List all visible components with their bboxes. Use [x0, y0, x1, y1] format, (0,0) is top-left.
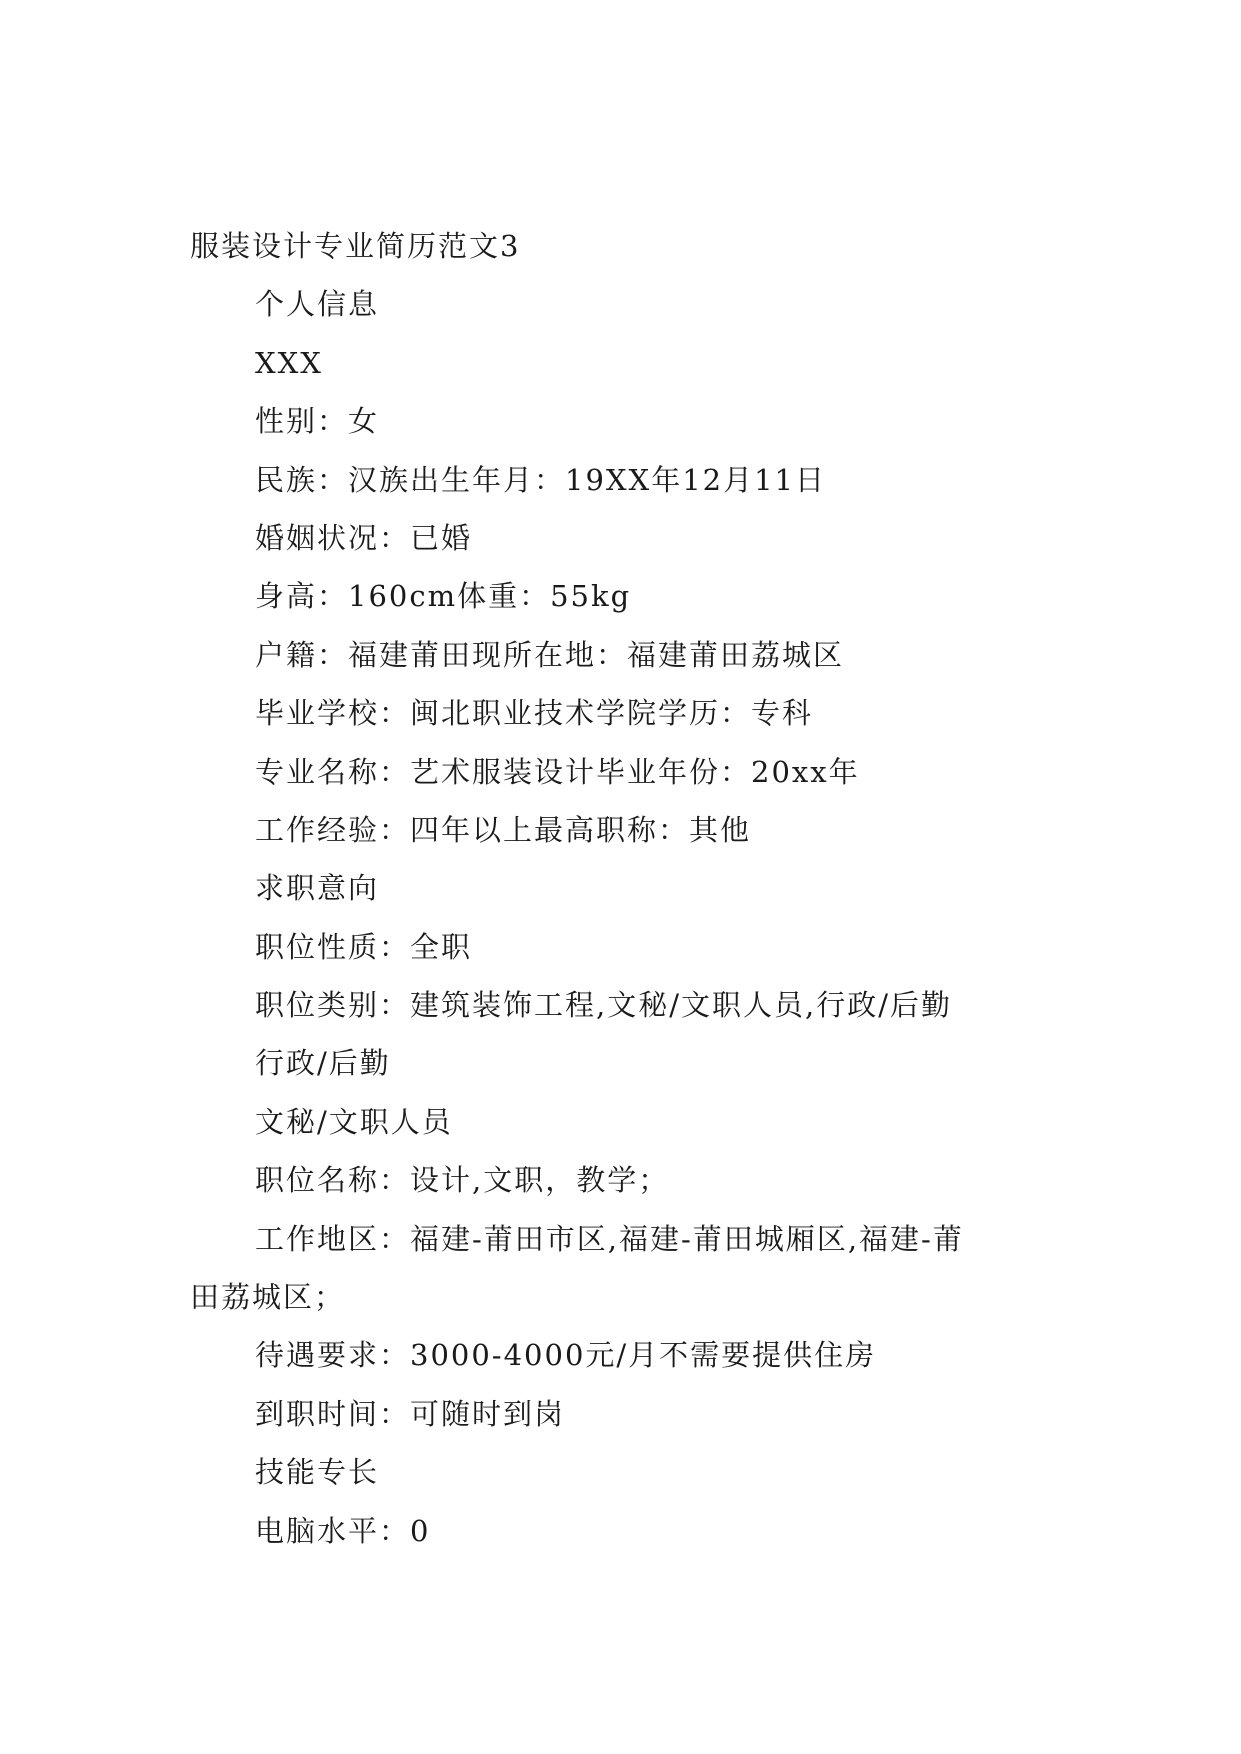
text-line-ethnicity-birth: 民族：汉族出生年月：19XX年12月11日: [255, 462, 826, 497]
text-line-start-time: 到职时间：可随时到岗: [255, 1396, 566, 1431]
text-line-name: XXX: [255, 345, 323, 380]
text-line-household-location: 户籍：福建莆田现所在地：福建莆田荔城区: [255, 637, 845, 672]
text-line-gender: 性别：女: [255, 404, 380, 439]
text-line-secretary-clerical: 文秘/文职人员: [255, 1104, 453, 1139]
text-line-work-area-continued: 田荔城区；: [190, 1280, 346, 1315]
text-line-experience-title: 工作经验：四年以上最高职称：其他: [255, 812, 752, 847]
text-line-admin-logistics: 行政/后勤: [255, 1046, 391, 1081]
text-line-school-education: 毕业学校：闽北职业技术学院学历：专科: [255, 696, 814, 731]
text-line-job-category: 职位类别：建筑装饰工程,文秘/文职人员,行政/后勤: [255, 988, 952, 1023]
document-title: 服装设计专业简历范文3: [190, 229, 521, 263]
text-line-job-title: 职位名称：设计,文职，教学；: [255, 1163, 670, 1198]
text-line-salary: 待遇要求：3000-4000元/月不需要提供住房: [255, 1338, 877, 1373]
text-line-job-type: 职位性质：全职: [255, 929, 473, 964]
section-heading-personal-info: 个人信息: [255, 287, 380, 322]
section-heading-skills: 技能专长: [255, 1455, 380, 1490]
text-line-work-area: 工作地区：福建-莆田市区,福建-莆田城厢区,福建-莆: [255, 1221, 964, 1256]
text-line-marital-status: 婚姻状况：已婚: [255, 520, 473, 555]
text-line-major-graduation: 专业名称：艺术服装设计毕业年份：20xx年: [255, 754, 860, 789]
document-body: [190, 217, 1070, 1560]
text-line-computer-level: 电脑水平：0: [255, 1513, 431, 1548]
section-heading-job-intention: 求职意向: [255, 871, 380, 906]
text-line-height-weight: 身高：160cm体重：55kg: [255, 579, 632, 614]
